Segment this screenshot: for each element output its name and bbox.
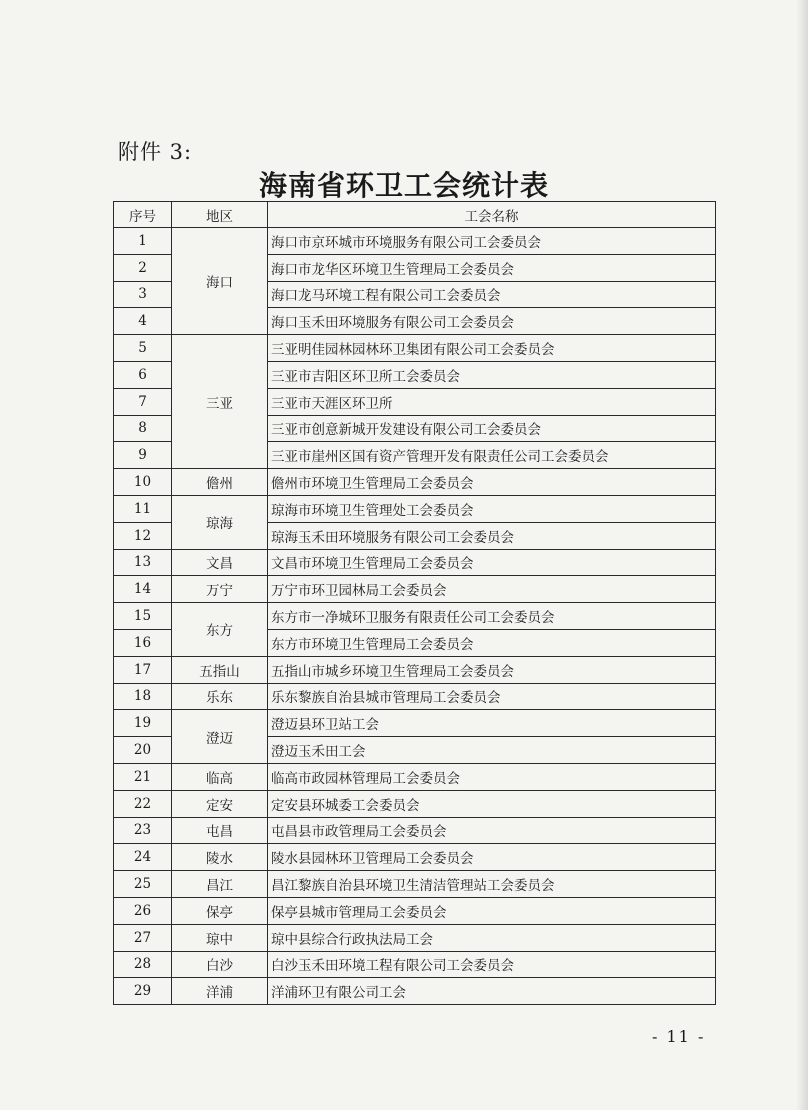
region-cell: 昌江 (172, 871, 268, 898)
row-number: 9 (114, 442, 172, 469)
union-name: 三亚市天涯区环卫所 (268, 388, 716, 415)
table-header-row (114, 202, 716, 228)
table-row (114, 951, 716, 978)
union-name: 定安县环城委工会委员会 (268, 790, 716, 817)
table-row (114, 469, 716, 496)
table-row (114, 844, 716, 871)
page-number: - 11 - (652, 1027, 706, 1046)
table-row (114, 871, 716, 898)
union-name: 三亚市创意新城开发建设有限公司工会委员会 (268, 415, 716, 442)
row-number: 22 (114, 790, 172, 817)
row-number: 25 (114, 871, 172, 898)
table-row (114, 228, 716, 255)
row-number: 17 (114, 656, 172, 683)
row-number: 13 (114, 549, 172, 576)
union-name: 乐东黎族自治县城市管理局工会委员会 (268, 683, 716, 710)
row-number: 15 (114, 603, 172, 630)
region-cell: 澄迈 (172, 710, 268, 764)
region-cell: 琼海 (172, 495, 268, 549)
row-number: 11 (114, 495, 172, 522)
table-row (114, 549, 716, 576)
header-name: 工会名称 (268, 202, 716, 228)
union-name: 琼海市环境卫生管理处工会委员会 (268, 495, 716, 522)
region-cell: 三亚 (172, 335, 268, 469)
union-name: 三亚市吉阳区环卫所工会委员会 (268, 361, 716, 388)
table-row (114, 790, 716, 817)
union-name: 五指山市城乡环境卫生管理局工会委员会 (268, 656, 716, 683)
union-name: 海口龙马环境工程有限公司工会委员会 (268, 281, 716, 308)
table-body (114, 228, 716, 1005)
union-name: 昌江黎族自治县环境卫生清洁管理站工会委员会 (268, 871, 716, 898)
table-row (114, 335, 716, 362)
union-name: 东方市环境卫生管理局工会委员会 (268, 629, 716, 656)
table-row (114, 656, 716, 683)
region-cell: 儋州 (172, 469, 268, 496)
region-cell: 陵水 (172, 844, 268, 871)
row-number: 29 (114, 978, 172, 1005)
union-name: 文昌市环境卫生管理局工会委员会 (268, 549, 716, 576)
union-name: 琼中县综合行政执法局工会 (268, 924, 716, 951)
row-number: 19 (114, 710, 172, 737)
region-cell: 临高 (172, 763, 268, 790)
row-number: 14 (114, 576, 172, 603)
row-number: 27 (114, 924, 172, 951)
table-row (114, 495, 716, 522)
table-row (114, 683, 716, 710)
region-cell: 东方 (172, 603, 268, 657)
union-name: 澄迈玉禾田工会 (268, 737, 716, 764)
region-cell: 乐东 (172, 683, 268, 710)
row-number: 3 (114, 281, 172, 308)
row-number: 23 (114, 817, 172, 844)
region-cell: 万宁 (172, 576, 268, 603)
row-number: 12 (114, 522, 172, 549)
row-number: 18 (114, 683, 172, 710)
table-row (114, 763, 716, 790)
region-cell: 白沙 (172, 951, 268, 978)
union-name: 琼海玉禾田环境服务有限公司工会委员会 (268, 522, 716, 549)
region-cell: 琼中 (172, 924, 268, 951)
region-cell: 洋浦 (172, 978, 268, 1005)
union-name: 洋浦环卫有限公司工会 (268, 978, 716, 1005)
row-number: 26 (114, 897, 172, 924)
union-name: 儋州市环境卫生管理局工会委员会 (268, 469, 716, 496)
table-row (114, 817, 716, 844)
union-name: 临高市政园林管理局工会委员会 (268, 763, 716, 790)
region-cell: 定安 (172, 790, 268, 817)
region-cell: 文昌 (172, 549, 268, 576)
row-number: 20 (114, 737, 172, 764)
document-title: 海南省环卫工会统计表 (258, 169, 549, 202)
union-name: 海口玉禾田环境服务有限公司工会委员会 (268, 308, 716, 335)
union-name: 海口市京环城市环境服务有限公司工会委员会 (268, 228, 716, 255)
row-number: 6 (114, 361, 172, 388)
row-number: 24 (114, 844, 172, 871)
union-name: 白沙玉禾田环境工程有限公司工会委员会 (268, 951, 716, 978)
union-name: 海口市龙华区环境卫生管理局工会委员会 (268, 254, 716, 281)
row-number: 8 (114, 415, 172, 442)
union-name: 三亚市崖州区国有资产管理开发有限责任公司工会委员会 (268, 442, 716, 469)
union-name: 东方市一净城环卫服务有限责任公司工会委员会 (268, 603, 716, 630)
table-row (114, 897, 716, 924)
row-number: 2 (114, 254, 172, 281)
region-cell: 保亭 (172, 897, 268, 924)
union-statistics-table (113, 201, 716, 1005)
region-cell: 屯昌 (172, 817, 268, 844)
table-row (114, 576, 716, 603)
region-cell: 五指山 (172, 656, 268, 683)
header-no: 序号 (114, 202, 172, 228)
region-cell: 海口 (172, 228, 268, 335)
union-name: 万宁市环卫园林局工会委员会 (268, 576, 716, 603)
table-row (114, 603, 716, 630)
union-name: 三亚明佳园林园林环卫集团有限公司工会委员会 (268, 335, 716, 362)
table-row (114, 978, 716, 1005)
row-number: 10 (114, 469, 172, 496)
row-number: 4 (114, 308, 172, 335)
table-row (114, 924, 716, 951)
row-number: 7 (114, 388, 172, 415)
union-name: 陵水县园林环卫管理局工会委员会 (268, 844, 716, 871)
row-number: 16 (114, 629, 172, 656)
table-row (114, 710, 716, 737)
union-name: 屯昌县市政管理局工会委员会 (268, 817, 716, 844)
row-number: 1 (114, 228, 172, 255)
row-number: 21 (114, 763, 172, 790)
header-area: 地区 (172, 202, 268, 228)
row-number: 5 (114, 335, 172, 362)
union-name: 澄迈县环卫站工会 (268, 710, 716, 737)
row-number: 28 (114, 951, 172, 978)
attachment-label: 附件 3: (118, 140, 193, 164)
union-name: 保亭县城市管理局工会委员会 (268, 897, 716, 924)
